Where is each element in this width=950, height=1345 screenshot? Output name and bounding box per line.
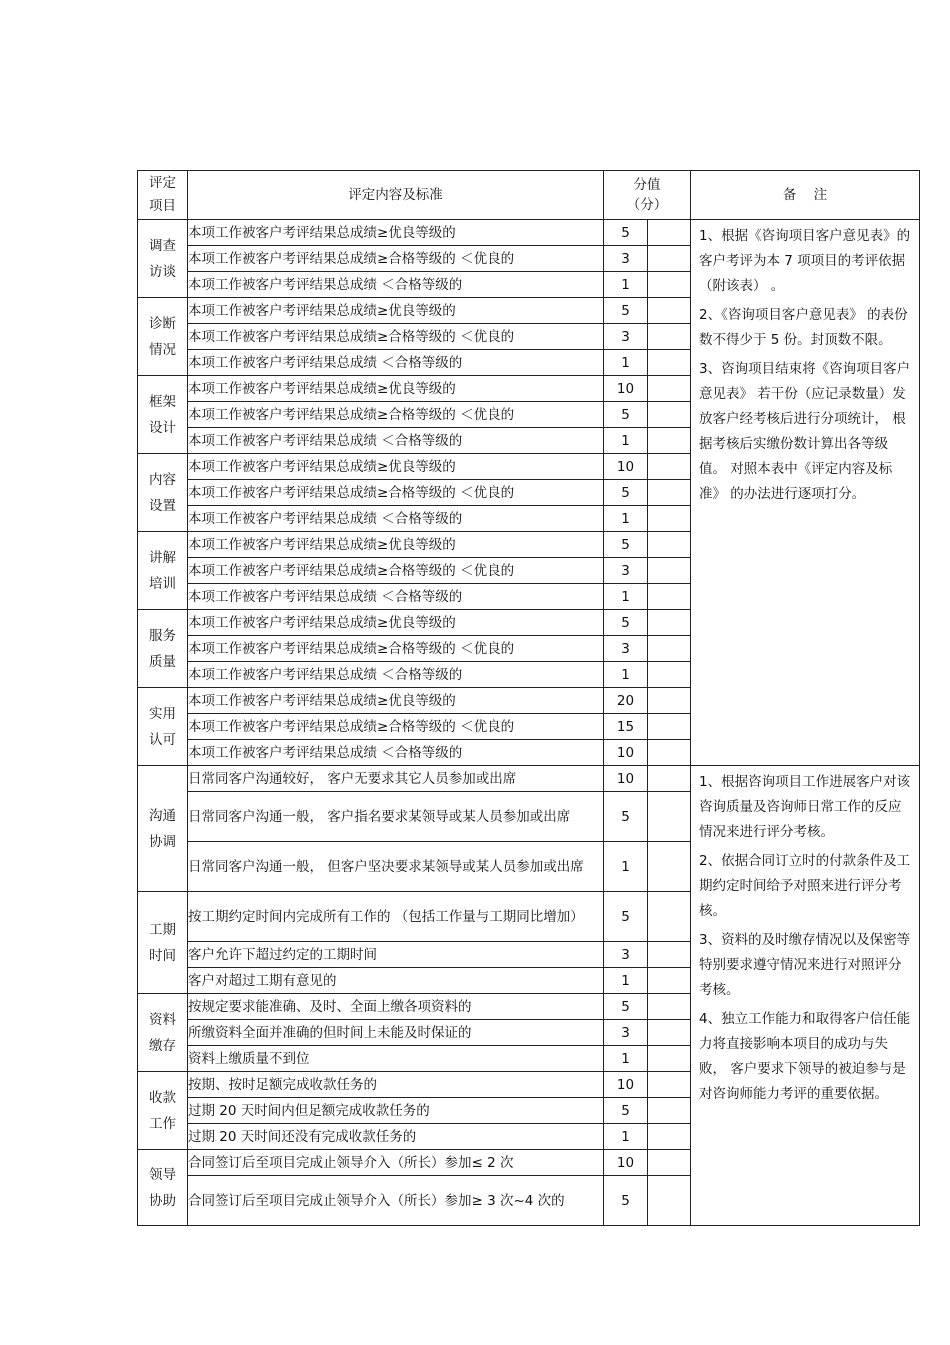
category-cell: 框架 设计	[138, 376, 188, 454]
blank-score-cell	[648, 402, 691, 428]
score-cell: 1	[604, 1124, 648, 1150]
score-cell: 1	[604, 968, 648, 994]
blank-score-cell	[648, 1020, 691, 1046]
category-cell: 资料 缴存	[138, 994, 188, 1072]
score-cell: 10	[604, 454, 648, 480]
score-cell: 1	[604, 272, 648, 298]
blank-score-cell	[648, 1046, 691, 1072]
blank-score-cell	[648, 968, 691, 994]
criteria-cell: 日常同客户沟通较好， 客户无要求其它人员参加或出席	[188, 766, 604, 792]
criteria-cell: 客户允许下超过约定的工期时间	[188, 942, 604, 968]
criteria-cell: 资料上缴质量不到位	[188, 1046, 604, 1072]
criteria-cell: 本项工作被客户考评结果总成绩≥合格等级的 ＜优良的	[188, 714, 604, 740]
header-score: 分值 （分）	[604, 171, 691, 220]
note-paragraph: 1、根据咨询项目工作进展客户对该咨询质量及咨询师日常工作的反应情况来进行评分考核。	[699, 774, 911, 840]
criteria-cell: 本项工作被客户考评结果总成绩≥优良等级的	[188, 688, 604, 714]
score-cell: 3	[604, 324, 648, 350]
blank-score-cell	[648, 1150, 691, 1176]
blank-score-cell	[648, 610, 691, 636]
blank-score-cell	[648, 324, 691, 350]
blank-score-cell	[648, 220, 691, 246]
score-cell: 5	[604, 480, 648, 506]
note-paragraph: 2、《咨询项目客户意见表》 的表份数不得少于 5 份。封顶数不限。	[699, 307, 908, 348]
blank-score-cell	[648, 766, 691, 792]
criteria-cell: 本项工作被客户考评结果总成绩≥优良等级的	[188, 220, 604, 246]
score-cell: 1	[604, 842, 648, 892]
blank-score-cell	[648, 688, 691, 714]
blank-score-cell	[648, 298, 691, 324]
criteria-cell: 日常同客户沟通一般， 客户指名要求某领导或某人员参加或出席	[188, 792, 604, 842]
note-paragraph: 3、咨询项目结束将《咨询项目客户意见表》 若干份（应记录数量）发放客户经考核后进行分项统计， 根据考核后实缴份数计算出各等级值。 对照本表中《评定内容及标准》 的办法进行逐项打分。	[699, 361, 911, 502]
score-cell: 1	[604, 428, 648, 454]
criteria-cell: 本项工作被客户考评结果总成绩 ＜合格等级的	[188, 272, 604, 298]
criteria-cell: 本项工作被客户考评结果总成绩 ＜合格等级的	[188, 506, 604, 532]
header-row	[138, 171, 920, 220]
criteria-cell: 客户对超过工期有意见的	[188, 968, 604, 994]
category-cell: 收款 工作	[138, 1072, 188, 1150]
criteria-cell: 本项工作被客户考评结果总成绩≥合格等级的 ＜优良的	[188, 402, 604, 428]
score-cell: 5	[604, 298, 648, 324]
blank-score-cell	[648, 454, 691, 480]
table-row	[138, 766, 920, 792]
score-cell: 1	[604, 1046, 648, 1072]
criteria-cell: 按规定要求能准确、及时、全面上缴各项资料的	[188, 994, 604, 1020]
criteria-cell: 本项工作被客户考评结果总成绩 ＜合格等级的	[188, 662, 604, 688]
blank-score-cell	[648, 740, 691, 766]
criteria-cell: 本项工作被客户考评结果总成绩 ＜合格等级的	[188, 350, 604, 376]
score-cell: 5	[604, 792, 648, 842]
criteria-cell: 本项工作被客户考评结果总成绩≥优良等级的	[188, 532, 604, 558]
score-cell: 5	[604, 610, 648, 636]
header-notes: 备 注	[691, 171, 920, 220]
score-cell: 10	[604, 740, 648, 766]
blank-score-cell	[648, 636, 691, 662]
criteria-cell: 本项工作被客户考评结果总成绩≥合格等级的 ＜优良的	[188, 324, 604, 350]
blank-score-cell	[648, 1072, 691, 1098]
blank-score-cell	[648, 584, 691, 610]
category-cell: 讲解 培训	[138, 532, 188, 610]
score-cell: 5	[604, 1176, 648, 1226]
blank-score-cell	[648, 662, 691, 688]
score-cell: 3	[604, 942, 648, 968]
blank-score-cell	[648, 532, 691, 558]
category-cell: 工期 时间	[138, 892, 188, 994]
blank-score-cell	[648, 994, 691, 1020]
score-cell: 1	[604, 584, 648, 610]
blank-score-cell	[648, 350, 691, 376]
category-cell: 服务 质量	[138, 610, 188, 688]
note-paragraph: 4、独立工作能力和取得客户信任能力将直接影响本项目的成功与失败， 客户要求下领导的被迫参与是对咨询师能力考评的重要依据。	[699, 1011, 911, 1102]
score-cell: 3	[604, 636, 648, 662]
criteria-cell: 本项工作被客户考评结果总成绩≥合格等级的 ＜优良的	[188, 480, 604, 506]
notes-cell-client-evaluation	[691, 220, 920, 766]
score-cell: 20	[604, 688, 648, 714]
score-cell: 3	[604, 1020, 648, 1046]
blank-score-cell	[648, 714, 691, 740]
blank-score-cell	[648, 428, 691, 454]
criteria-cell: 本项工作被客户考评结果总成绩≥优良等级的	[188, 298, 604, 324]
blank-score-cell	[648, 842, 691, 892]
blank-score-cell	[648, 506, 691, 532]
blank-score-cell	[648, 792, 691, 842]
score-cell: 10	[604, 376, 648, 402]
score-cell: 3	[604, 558, 648, 584]
table-row	[138, 220, 920, 246]
score-cell: 1	[604, 506, 648, 532]
criteria-cell: 本项工作被客户考评结果总成绩≥合格等级的 ＜优良的	[188, 558, 604, 584]
score-cell: 10	[604, 1150, 648, 1176]
criteria-cell: 本项工作被客户考评结果总成绩 ＜合格等级的	[188, 740, 604, 766]
criteria-cell: 合同签订后至项目完成止领导介入（所长）参加≤ 2 次	[188, 1150, 604, 1176]
note-paragraph: 1、根据《咨询项目客户意见表》的客户考评为本 7 项项目的考评依据（附该表） 。	[699, 228, 911, 294]
criteria-cell: 本项工作被客户考评结果总成绩≥合格等级的 ＜优良的	[188, 636, 604, 662]
score-cell: 3	[604, 246, 648, 272]
blank-score-cell	[648, 942, 691, 968]
criteria-cell: 过期 20 天时间内但足额完成收款任务的	[188, 1098, 604, 1124]
criteria-cell: 本项工作被客户考评结果总成绩≥合格等级的 ＜优良的	[188, 246, 604, 272]
blank-score-cell	[648, 272, 691, 298]
score-cell: 5	[604, 402, 648, 428]
blank-score-cell	[648, 558, 691, 584]
category-cell: 实用 认可	[138, 688, 188, 766]
note-paragraph: 2、依据合同订立时的付款条件及工期约定时间给予对照来进行评分考核。	[699, 853, 911, 919]
score-cell: 1	[604, 350, 648, 376]
blank-score-cell	[648, 376, 691, 402]
criteria-cell: 合同签订后至项目完成止领导介入（所长）参加≥ 3 次~4 次的	[188, 1176, 604, 1226]
evaluation-table	[137, 170, 920, 1226]
blank-score-cell	[648, 1176, 691, 1226]
criteria-cell: 本项工作被客户考评结果总成绩 ＜合格等级的	[188, 584, 604, 610]
category-cell: 内容 设置	[138, 454, 188, 532]
criteria-cell: 本项工作被客户考评结果总成绩≥优良等级的	[188, 376, 604, 402]
category-cell: 诊断 情况	[138, 298, 188, 376]
criteria-cell: 本项工作被客户考评结果总成绩≥优良等级的	[188, 610, 604, 636]
score-cell: 5	[604, 532, 648, 558]
blank-score-cell	[648, 1124, 691, 1150]
score-cell: 5	[604, 1098, 648, 1124]
criteria-cell: 过期 20 天时间还没有完成收款任务的	[188, 1124, 604, 1150]
header-item: 评定 项目	[138, 171, 188, 220]
score-cell: 5	[604, 220, 648, 246]
criteria-cell: 按期、按时足额完成收款任务的	[188, 1072, 604, 1098]
note-paragraph: 3、资料的及时缴存情况以及保密等特别要求遵守情况来进行对照评分考核。	[699, 932, 911, 998]
criteria-cell: 所缴资料全面并准确的但时间上未能及时保证的	[188, 1020, 604, 1046]
blank-score-cell	[648, 1098, 691, 1124]
category-cell: 调查 访谈	[138, 220, 188, 298]
category-cell: 沟通 协调	[138, 766, 188, 892]
category-cell: 领导 协助	[138, 1150, 188, 1226]
notes-cell-work-evaluation	[691, 766, 920, 1226]
criteria-cell: 本项工作被客户考评结果总成绩≥优良等级的	[188, 454, 604, 480]
blank-score-cell	[648, 480, 691, 506]
criteria-cell: 日常同客户沟通一般， 但客户坚决要求某领导或某人员参加或出席	[188, 842, 604, 892]
score-cell: 10	[604, 1072, 648, 1098]
score-cell: 5	[604, 892, 648, 942]
score-cell: 1	[604, 662, 648, 688]
score-cell: 10	[604, 766, 648, 792]
criteria-cell: 本项工作被客户考评结果总成绩 ＜合格等级的	[188, 428, 604, 454]
blank-score-cell	[648, 892, 691, 942]
score-cell: 15	[604, 714, 648, 740]
score-cell: 5	[604, 994, 648, 1020]
header-content: 评定内容及标准	[188, 171, 604, 220]
criteria-cell: 按工期约定时间内完成所有工作的 （包括工作量与工期同比增加）	[188, 892, 604, 942]
blank-score-cell	[648, 246, 691, 272]
